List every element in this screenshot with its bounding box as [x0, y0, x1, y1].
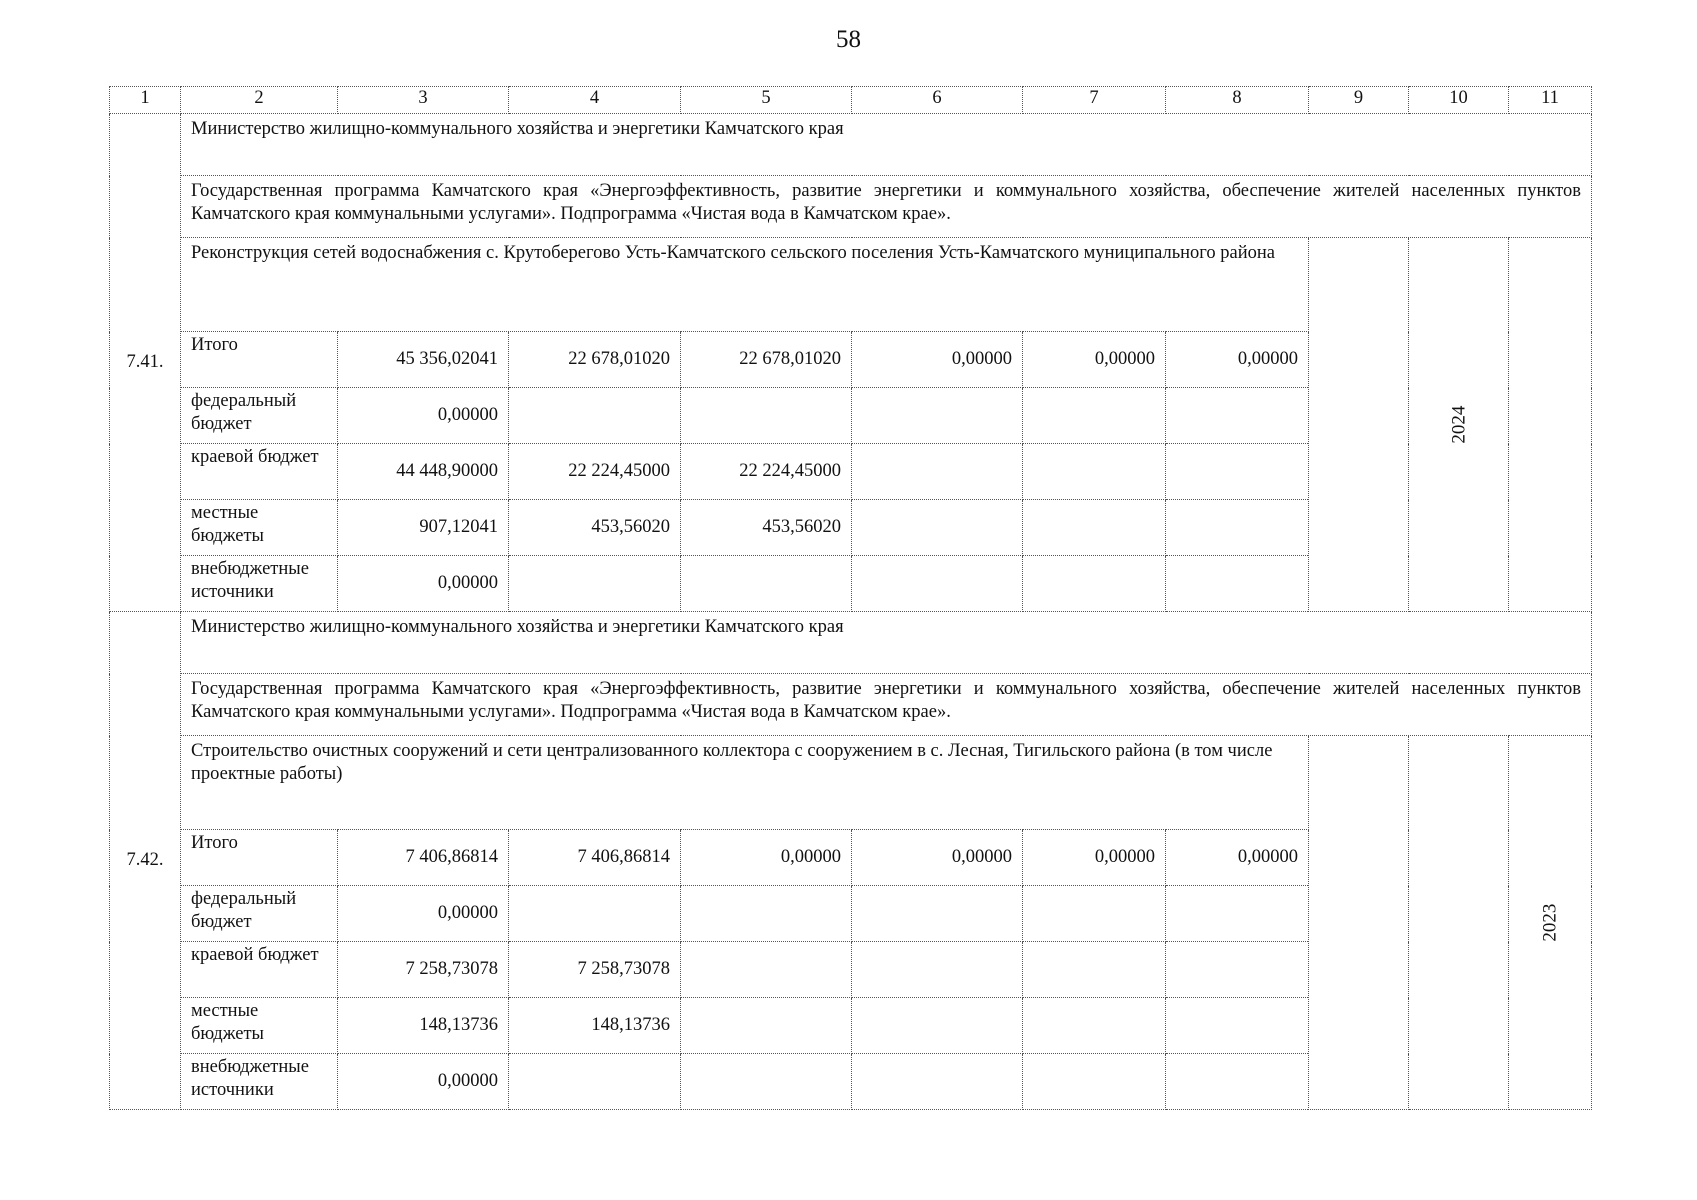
amount-cell [1023, 444, 1166, 500]
funding-source-label: внебюджетные источники [181, 556, 338, 612]
column-11-cell [1509, 238, 1592, 612]
column-header: 4 [509, 87, 681, 114]
amount-cell: 0,00000 [1023, 830, 1166, 886]
column-header: 5 [681, 87, 852, 114]
entry-program-row [110, 176, 1592, 238]
amount-cell [1023, 886, 1166, 942]
amount-cell: 22 224,45000 [681, 444, 852, 500]
page-number: 58 [836, 26, 861, 53]
amount-cell [1166, 886, 1309, 942]
ministry-name: Министерство жилищно-коммунального хозяйства и энергетики Камчатского края [181, 114, 1592, 176]
amount-cell [681, 998, 852, 1054]
amount-cell: 0,00000 [338, 886, 509, 942]
amount-cell [1166, 942, 1309, 998]
column-9-cell [1309, 238, 1409, 612]
funding-source-label: внебюджетные источники [181, 1054, 338, 1110]
column-header: 11 [1509, 87, 1592, 114]
amount-cell: 7 258,73078 [509, 942, 681, 998]
amount-cell [852, 942, 1023, 998]
year-cell [1509, 736, 1592, 1110]
amount-cell [852, 998, 1023, 1054]
amount-cell: 0,00000 [338, 388, 509, 444]
amount-cell [1023, 1054, 1166, 1110]
amount-cell: 22 224,45000 [509, 444, 681, 500]
amount-cell: 453,56020 [681, 500, 852, 556]
amount-cell [509, 886, 681, 942]
amount-cell [1023, 500, 1166, 556]
project-name: Строительство очистных сооружений и сети централизованного коллектора с сооружением в с. Лесная, Тигильского района (в том числе проектные работы) [181, 736, 1309, 830]
funding-source-label: краевой бюджет [181, 444, 338, 500]
amount-cell: 0,00000 [1166, 830, 1309, 886]
amount-cell [852, 1054, 1023, 1110]
amount-cell: 0,00000 [338, 556, 509, 612]
entry-number: 7.42. [110, 612, 181, 1110]
year-value: 2024 [1447, 405, 1469, 444]
amount-cell [1166, 388, 1309, 444]
amount-cell: 0,00000 [852, 332, 1023, 388]
amount-cell: 0,00000 [852, 830, 1023, 886]
budget-table [109, 86, 1592, 1110]
amount-cell [1166, 444, 1309, 500]
column-9-cell [1309, 736, 1409, 1110]
amount-cell: 0,00000 [681, 830, 852, 886]
funding-source-label: федеральный бюджет [181, 388, 338, 444]
amount-cell: 0,00000 [1166, 332, 1309, 388]
amount-cell [681, 886, 852, 942]
amount-cell [509, 388, 681, 444]
amount-cell: 0,00000 [1023, 332, 1166, 388]
amount-cell [509, 556, 681, 612]
amount-cell: 907,12041 [338, 500, 509, 556]
amount-cell: 7 258,73078 [338, 942, 509, 998]
column-header: 1 [110, 87, 181, 114]
column-header: 7 [1023, 87, 1166, 114]
amount-cell [681, 556, 852, 612]
funding-source-label: местные бюджеты [181, 998, 338, 1054]
column-header: 2 [181, 87, 338, 114]
amount-cell [852, 388, 1023, 444]
amount-cell [852, 500, 1023, 556]
entry-program-row [110, 674, 1592, 736]
year-value: 2023 [1539, 903, 1561, 942]
amount-cell: 453,56020 [509, 500, 681, 556]
year-cell [1409, 238, 1509, 612]
amount-cell [852, 886, 1023, 942]
amount-cell: 148,13736 [338, 998, 509, 1054]
amount-cell [1166, 500, 1309, 556]
program-name: Государственная программа Камчатского края «Энергоэффективность, развитие энергетики и коммунального хозяйства, обеспечение жителей населенных пунктов Камчатского края коммунальными услугами». Подпрограмма «Чистая вода в Камчатском крае». [181, 674, 1592, 736]
amount-cell [1166, 556, 1309, 612]
amount-cell: 7 406,86814 [338, 830, 509, 886]
funding-source-label: местные бюджеты [181, 500, 338, 556]
amount-cell [681, 942, 852, 998]
funding-source-label: Итого [181, 830, 338, 886]
entry-number: 7.41. [110, 114, 181, 612]
column-number-row [110, 87, 1592, 114]
funding-source-label: краевой бюджет [181, 942, 338, 998]
amount-cell [1023, 556, 1166, 612]
column-header: 3 [338, 87, 509, 114]
funding-source-label: Итого [181, 332, 338, 388]
amount-cell: 0,00000 [338, 1054, 509, 1110]
amount-cell: 45 356,02041 [338, 332, 509, 388]
column-header: 10 [1409, 87, 1509, 114]
amount-cell [1166, 998, 1309, 1054]
table-body [110, 87, 1592, 1110]
amount-cell [852, 556, 1023, 612]
amount-cell [1023, 942, 1166, 998]
amount-cell: 148,13736 [509, 998, 681, 1054]
amount-cell [681, 1054, 852, 1110]
amount-cell [852, 444, 1023, 500]
project-name: Реконструкция сетей водоснабжения с. Крутоберегово Усть-Камчатского сельского поселения Усть-Камчатского муниципального района [181, 238, 1309, 332]
amount-cell: 44 448,90000 [338, 444, 509, 500]
amount-cell [681, 388, 852, 444]
amount-cell: 22 678,01020 [681, 332, 852, 388]
column-10-cell [1409, 736, 1509, 1110]
entry-ministry-row [110, 612, 1592, 674]
column-header: 8 [1166, 87, 1309, 114]
entry-ministry-row [110, 114, 1592, 176]
amount-cell [1023, 388, 1166, 444]
ministry-name: Министерство жилищно-коммунального хозяйства и энергетики Камчатского края [181, 612, 1592, 674]
funding-source-label: федеральный бюджет [181, 886, 338, 942]
column-header: 6 [852, 87, 1023, 114]
entry-project-row [110, 736, 1592, 830]
entry-project-row [110, 238, 1592, 332]
amount-cell [1166, 1054, 1309, 1110]
program-name: Государственная программа Камчатского края «Энергоэффективность, развитие энергетики и коммунального хозяйства, обеспечение жителей населенных пунктов Камчатского края коммунальными услугами». Подпрограмма «Чистая вода в Камчатском крае». [181, 176, 1592, 238]
amount-cell [509, 1054, 681, 1110]
amount-cell [1023, 998, 1166, 1054]
amount-cell: 22 678,01020 [509, 332, 681, 388]
amount-cell: 7 406,86814 [509, 830, 681, 886]
column-header: 9 [1309, 87, 1409, 114]
